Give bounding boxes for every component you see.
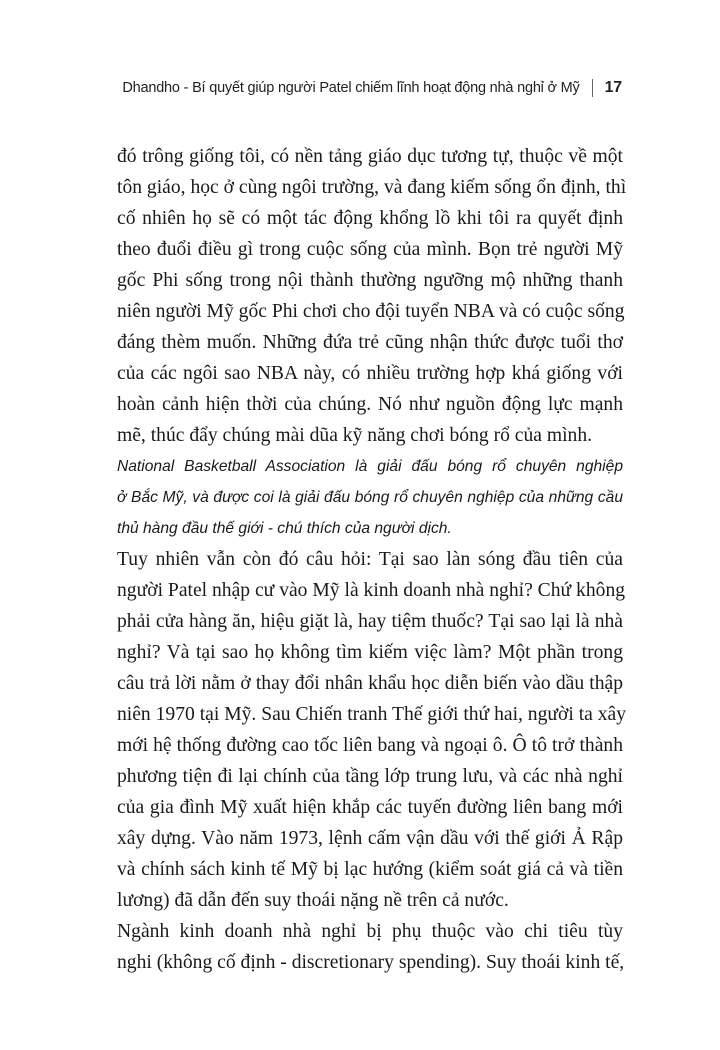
- footnote-line: ở Bắc Mỹ, và được coi là giải đấu bóng rổ chuyên nghiệp của những cầu: [117, 489, 623, 506]
- text-line: Ngành kinh doanh nhà nghỉ bị phụ thuộc vào chi tiêu tùy: [117, 921, 623, 942]
- text-line: Tuy nhiên vẫn còn đó câu hỏi: Tại sao làn sóng đầu tiên của: [117, 549, 623, 570]
- text-line: phải cửa hàng ăn, hiệu giặt là, hay tiệm thuốc? Tại sao lại là nhà: [117, 611, 623, 632]
- footnote-line: thủ hàng đầu thế giới - chú thích của người dịch.: [117, 520, 452, 537]
- text-line: mẽ, thúc đẩy chúng mài dũa kỹ năng chơi bóng rổ của mình.: [117, 425, 593, 446]
- text-line: xây dựng. Vào năm 1973, lệnh cấm vận dầu với thế giới Ả Rập: [117, 828, 623, 849]
- paragraph-3: [117, 916, 623, 978]
- running-header-title: Dhandho - Bí quyết giúp người Patel chiếm lĩnh hoạt động nhà nghỉ ở Mỹ: [122, 80, 580, 96]
- paragraph-2: [117, 544, 627, 916]
- text-line: gốc Phi sống trong nội thành thường ngưỡng mộ những thanh: [117, 270, 623, 291]
- text-line: nghỉ? Và tại sao họ không tìm kiếm việc làm? Một phần trong: [117, 642, 623, 663]
- text-line: đáng thèm muốn. Những đứa trẻ cũng nhận thức được tuổi thơ: [117, 332, 623, 353]
- body-text: [117, 141, 627, 978]
- header-divider: [592, 79, 593, 97]
- text-line: cố nhiên họ sẽ có một tác động khổng lồ khi tôi ra quyết định: [117, 208, 623, 229]
- text-line: niên người Mỹ gốc Phi chơi cho đội tuyển NBA và có cuộc sống: [117, 301, 625, 322]
- text-line: câu trả lời nằm ở thay đổi nhân khẩu học diễn biến vào dầu thập: [117, 673, 623, 694]
- text-line: và chính sách kinh tế Mỹ bị lạc hướng (kiểm soát giá cả và tiền: [117, 859, 623, 880]
- footnote: [117, 451, 623, 544]
- text-line: hoàn cảnh hiện thời của chúng. Nó như nguồn động lực mạnh: [117, 394, 623, 415]
- text-line: nghi (không cố định - discretionary spending). Suy thoái kinh tế,: [117, 952, 625, 973]
- text-line: đó trông giống tôi, có nền tảng giáo dục tương tự, thuộc về một: [117, 146, 623, 167]
- text-line: của gia đình Mỹ xuất hiện khắp các tuyến đường liên bang mới: [117, 797, 623, 818]
- text-line: người Patel nhập cư vào Mỹ là kinh doanh nhà nghỉ? Chứ không: [117, 580, 626, 601]
- page-number: 17: [604, 79, 622, 96]
- text-line: phương tiện đi lại chính của tầng lớp trung lưu, và các nhà nghỉ: [117, 766, 623, 787]
- text-line: của các ngôi sao NBA này, có nhiều trường hợp khá giống với: [117, 363, 623, 384]
- text-line: mới hệ thống đường cao tốc liên bang và ngoại ô. Ô tô trở thành: [117, 735, 623, 756]
- text-line: lương) đã dẫn đến suy thoái nặng nề trên cả nước.: [117, 890, 509, 911]
- paragraph-1: [117, 141, 627, 451]
- running-header: [122, 79, 622, 97]
- text-line: theo đuổi điều gì trong cuộc sống của mình. Bọn trẻ người Mỹ: [117, 239, 623, 260]
- text-line: niên 1970 tại Mỹ. Sau Chiến tranh Thế giới thứ hai, người ta xây: [117, 704, 627, 725]
- text-line: tôn giáo, học ở cùng ngôi trường, và đang kiếm sống ổn định, thì: [117, 177, 627, 198]
- footnote-line: National Basketball Association là giải đấu bóng rổ chuyên nghiệp: [117, 458, 623, 475]
